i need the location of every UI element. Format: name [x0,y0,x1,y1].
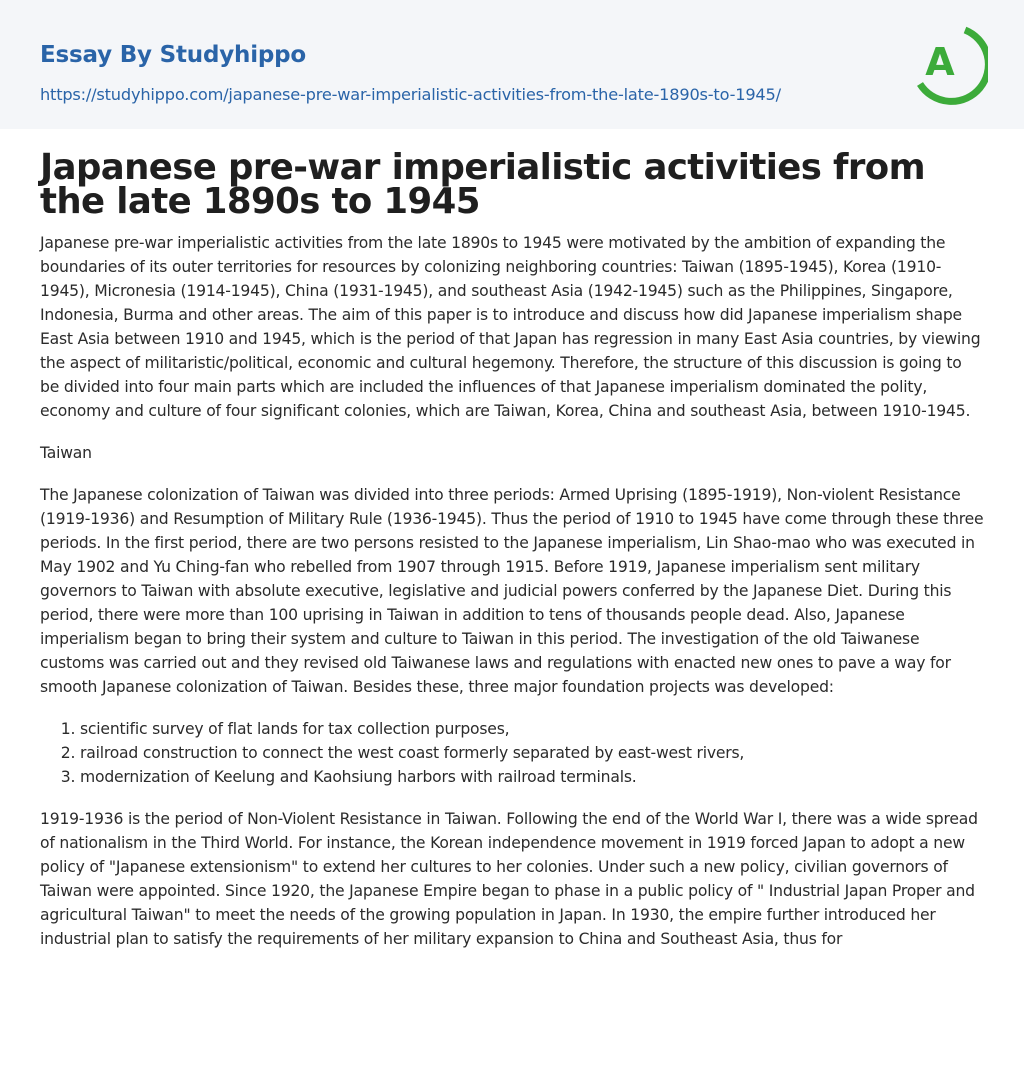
essay-url-link[interactable]: https://studyhippo.com/japanese-pre-war-imperialistic-activities-from-the-late-1890s-to-1945/ [40,85,781,104]
site-brand-link[interactable]: Essay By Studyhippo [40,42,307,68]
projects-list [40,717,985,789]
essay-article [40,147,985,951]
list-item: 2. railroad construction to connect the west coast formerly separated by east-west rivers, [80,741,985,765]
list-item: 1. scientific survey of flat lands for tax collection purposes, [80,717,985,741]
page-header [0,0,1024,129]
essay-title: Japanese pre-war imperialistic activities from the late 1890s to 1945 [40,147,925,222]
taiwan-paragraph: The Japanese colonization of Taiwan was divided into three periods: Armed Uprising (1895-1919), Non-violent Resistance (1919-1936) and Resumption of Military Rule (1936-1945). Thus the period of 1910 to 1945 have come through these three periods. In the first period, there are two persons resisted to the Japanese imperialism, Lin Shao-mao who was executed in May 1902 and Yu Ching-fan who rebelled from 1907 through 1915. Before 1919, Japanese imperialism sent military governors to Taiwan with absolute executive, legislative and judicial powers conferred by the Japanese Diet. During this period, there were more than 100 uprising in Taiwan in addition to tens of thousands people dead. Also, Japanese imperialism began to bring their system and culture to Taiwan in this period. The investigation of the old Taiwanese customs was carried out and they revised old Taiwanese laws and regulations with enacted new ones to pave a way for smooth Japanese colonization of Taiwan. Besides these, three major foundation projects was developed: [40,486,984,696]
list-item: 3. modernization of Keelung and Kaohsiung harbors with railroad terminals. [80,765,985,789]
resistance-paragraph: 1919-1936 is the period of Non-Violent Resistance in Taiwan. Following the end of the World War I, there was a wide spread of nationalism in the Third World. For instance, the Korean independence movement in 1919 forced Japan to adopt a new policy of "Japanese extensionism" to extend her cultures to her colonies. Under such a new policy, civilian governors of Taiwan were appointed. Since 1920, the Japanese Empire began to phase in a public policy of " Industrial Japan Proper and agricultural Taiwan" to meet the needs of the growing population in Japan. In 1930, the empire further introduced her industrial plan to satisfy the requirements of her military expansion to China and Southeast Asia, thus for [40,810,978,948]
logo-letter: A [925,40,955,84]
intro-paragraph: Japanese pre-war imperialistic activities from the late 1890s to 1945 were motivated by the ambition of expanding the boundaries of its outer territories for resources by colonizing neighboring countries: Taiwan (1895-1945), Korea (1910-1945), Micronesia (1914-1945), China (1931-1945), and southeast Asia (1942-1945) such as the Philippines, Singapore, Indonesia, Burma and other areas. The aim of this paper is to introduce and discuss how did Japanese imperialism shape East Asia between 1910 and 1945, which is the period of that Japan has regression in many East Asia countries, by viewing the aspect of militaristic/political, economic and cultural hegemony. Therefore, the structure of this discussion is going to be divided into four main parts which are included the influences of that Japanese imperialism dominated the polity, economy and culture of four significant colonies, which are Taiwan, Korea, China and southeast Asia, between 1910-1945. [40,234,981,420]
studyhippo-logo-icon[interactable] [908,18,988,106]
section-heading-taiwan: Taiwan [40,444,92,462]
